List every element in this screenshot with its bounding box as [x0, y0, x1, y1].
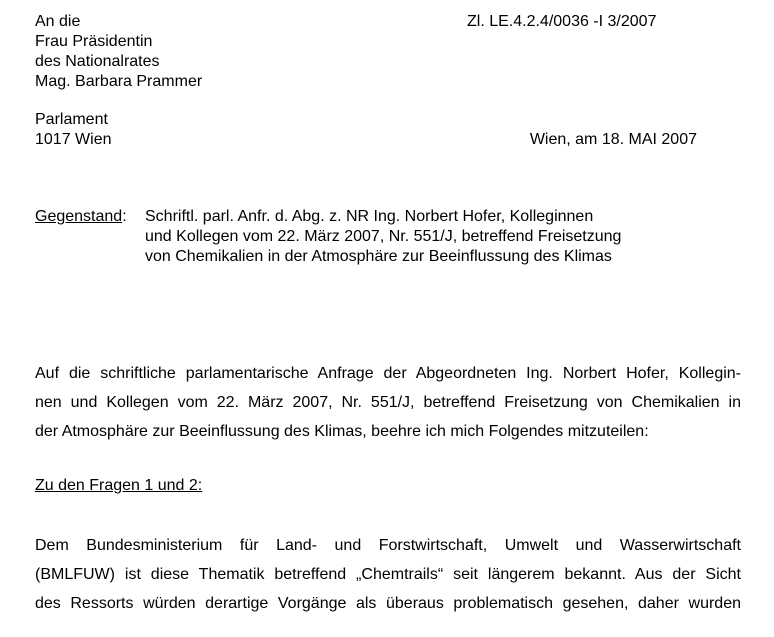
- body-line-3: des Ressorts würden derartige Vorgänge als überaus problematisch gesehen, daher wurden: [35, 595, 741, 612]
- subject-label: [35, 207, 127, 227]
- intro-paragraph: [35, 359, 741, 446]
- subject-line-2: und Kollegen vom 22. März 2007, Nr. 551/J, betreffend Freisetzung: [145, 228, 622, 245]
- intro-line-2: nen und Kollegen vom 22. März 2007, Nr. 551/J, betreffend Freisetzung von Chemikalien in: [35, 394, 741, 411]
- recipient-line-4: Mag. Barbara Prammer: [35, 73, 203, 90]
- subject-line-3: von Chemikalien in der Atmosphäre zur Beeinflussung des Klimas: [145, 248, 612, 265]
- section-heading: Zu den Fragen 1 und 2:: [35, 477, 203, 494]
- body-line-1: Dem Bundesministerium für Land- und Forstwirtschaft, Umwelt und Wasserwirtschaft: [35, 537, 741, 554]
- subject-label-colon: :: [122, 208, 127, 225]
- recipient-line-3: des Nationalrates: [35, 53, 160, 70]
- subject-label-text: Gegenstand: [35, 208, 123, 225]
- recipient-line-2: Frau Präsidentin: [35, 33, 153, 50]
- recipient-line-1: An die: [35, 13, 81, 30]
- address-line-1: Parlament: [35, 111, 108, 128]
- date-line: Wien, am 18. MAI 2007: [529, 131, 697, 148]
- address-line-2: 1017 Wien: [35, 131, 112, 148]
- subject-line-1: Schriftl. parl. Anfr. d. Abg. z. NR Ing. Norbert Hofer, Kolleginnen: [145, 208, 594, 225]
- body-line-2: (BMLFUW) ist diese Thematik betreffend „Chemtrails“ seit längerem bekannt. Aus der Sicht: [35, 566, 741, 583]
- body-paragraph: [35, 531, 741, 618]
- subject-text: [145, 207, 621, 267]
- reference-number: Zl. LE.4.2.4/0036 -I 3/2007: [467, 13, 657, 30]
- intro-line-1: Auf die schriftliche parlamentarische Anfrage der Abgeordneten Ing. Norbert Hofer, Kollegin-: [35, 365, 741, 382]
- intro-line-3: der Atmosphäre zur Beeinflussung des Klimas, beehre ich mich Folgendes mitzuteilen:: [35, 423, 649, 440]
